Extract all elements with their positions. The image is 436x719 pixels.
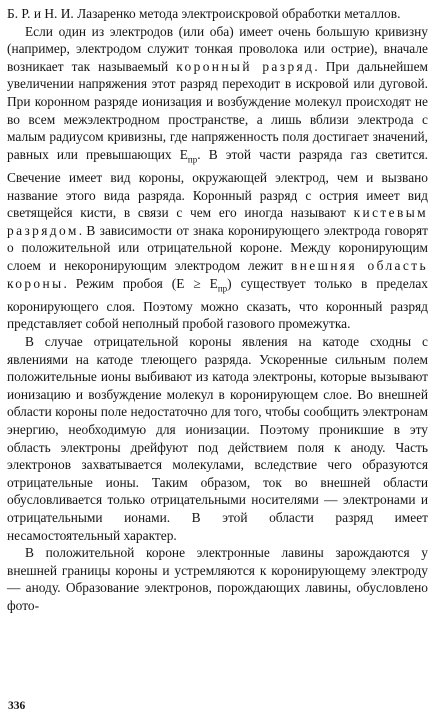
page-number: 336	[8, 700, 26, 712]
text-run: . В этой части разряда газ светится. Свечение имеет вид короны, окружающей электрод, чем и вызвано название этого вида разряда. Коронный разряд с острия имеет вид светящейся кисти, в связи с чем его иногда называют	[7, 146, 428, 221]
text-run: Если один из электродов (или оба) имеет очень большую кривизну (например, электродом служит тонкая проволока или острие), вначале возникает так называемый	[7, 23, 428, 74]
text-run: В положительной короне электронные лавины зарождаются у внешней границы короны и устремляются к коронирующему электроду — аноду. Образование электронов, порождающих лавины, обусловлено фото-	[7, 545, 428, 613]
text-run: Б. Р. и Н. И. Лазаренко метода электроискровой обработки металлов.	[7, 6, 401, 21]
spaced-term: коронный разряд	[176, 58, 315, 74]
text-run: . Режим пробоя (E ≥ E	[63, 275, 218, 291]
text-run: . В зависимости от знака коронирующего электрода говорят о положительной или отрицательной короне. Между коронирующим слоем и некоронирующим электродом лежит	[7, 222, 428, 273]
paragraph	[7, 544, 428, 614]
paragraph	[7, 333, 428, 544]
spaced-term: внешняя область короны	[7, 257, 428, 291]
subscript: пр	[217, 283, 228, 294]
text-run: . При дальнейшем увеличении напряжения этот разряд переходит в искровой или дуговой. При коронном разряде ионизация и возбуждение молекул происходят не во всем межэлектродном пространстве, а лишь вблизи электрода с малым радиусом кривизны, где напряженность поля достигает значений, равных или превышающих E	[7, 58, 428, 162]
paragraph	[7, 5, 428, 23]
body-text	[7, 5, 428, 615]
subscript: пр	[187, 154, 198, 165]
paragraph	[7, 23, 428, 333]
text-run: В случае отрицательной короны явления на катоде сходны с явлениями на катоде тлеющего разряда. Ускоренные сильным полем положительные ионы выбивают из катода электроны, которые вызывают ионизацию и возбуждение молекул в коронирующем слое. Во внешней области короны поле недостаточно для того, чтобы сообщить электронам энергию, необходимую для ионизации. Поэтому проникшие в эту область электроны дрейфуют под действием поля к аноду. Часть электронов захватывается молекулами, вследствие чего образуются отрицательные ионы. Таким образом, ток во внешней области обусловливается только отрицательными носителями — электронами и отрицательными ионами. В этой области разряд имеет несамостоятельный характер.	[7, 334, 428, 543]
text-run: ) существует только в пределах коронирующего слоя. Поэтому можно сказать, что коронный разряд представляет собой неполный пробой газового промежутка.	[7, 275, 429, 332]
spaced-term: кистевым разрядом	[7, 205, 428, 238]
